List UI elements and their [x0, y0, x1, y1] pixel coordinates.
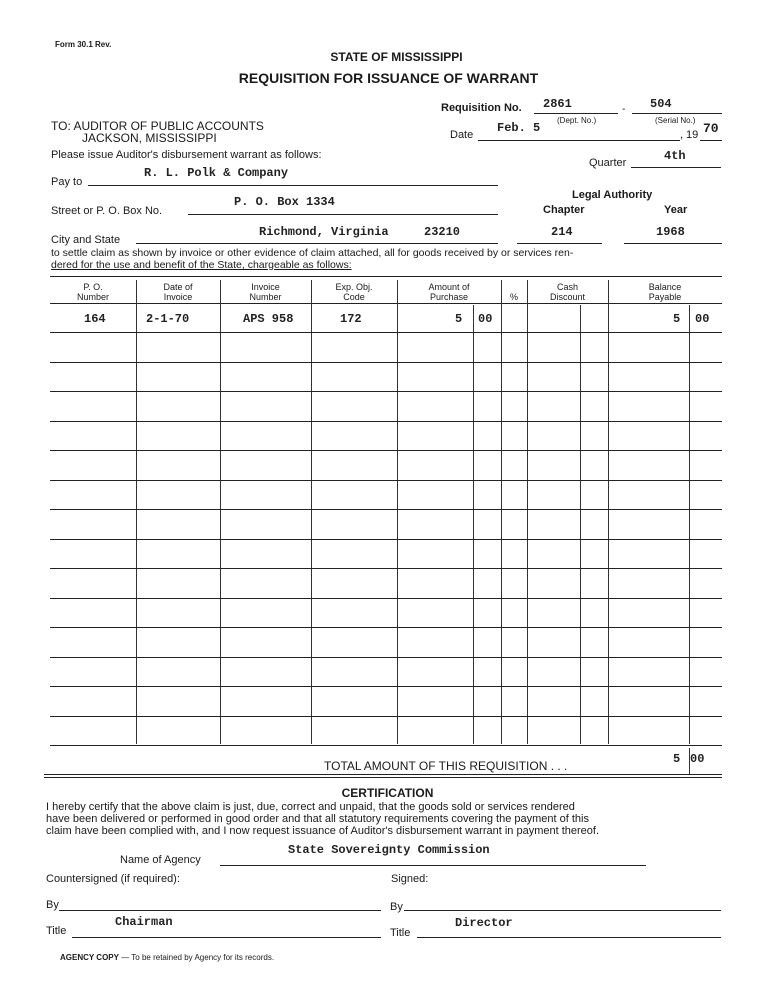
signed-label: Signed: [391, 873, 429, 885]
invoice-date: 2-1-70 [146, 312, 190, 326]
footer-bold: AGENCY COPY [60, 953, 119, 962]
total-label: TOTAL AMOUNT OF THIS REQUISITION . . . [324, 759, 568, 773]
to-line-1: TO: AUDITOR OF PUBLIC ACCOUNTS [51, 119, 264, 133]
serial-number: 504 [650, 97, 672, 111]
by-label-left: By [46, 899, 59, 911]
city-value: Richmond, Virginia [259, 225, 389, 239]
chapter-label: Chapter [543, 204, 585, 216]
total-dollars: 5 [673, 752, 681, 766]
city-label: City and State [51, 234, 121, 246]
year-value: 70 [703, 121, 719, 136]
header-invoice-1: Invoice [251, 282, 280, 292]
exp-code: 172 [340, 312, 362, 326]
amount-cents: 00 [478, 312, 493, 326]
chapter-value: 214 [551, 225, 573, 239]
serial-label: (Serial No.) [655, 116, 696, 125]
balance-dollars: 5 [673, 312, 681, 326]
total-cents: 00 [690, 752, 705, 766]
settle-text-2: dered for the use and benefit of the State, chargeable as follows: [51, 259, 352, 271]
dept-number: 2861 [543, 97, 572, 111]
header-cash-2: Discount [549, 292, 585, 302]
requisition-label: Requisition No. [441, 102, 522, 114]
header-po-1: P. O. [83, 282, 103, 292]
header-invoice-2: Number [249, 292, 282, 302]
footer-rest: — To be retained by Agency for its records. [121, 953, 275, 962]
countersigned-label: Countersigned (if required): [46, 873, 180, 885]
to-line-2: JACKSON, MISSISSIPPI [82, 131, 217, 145]
header-date-2: Invoice [163, 292, 193, 302]
street-label: Street or P. O. Box No. [51, 205, 163, 217]
pay-to-value: R. L. Polk & Company [144, 166, 289, 180]
header-balance-1: Balance [648, 282, 682, 292]
header-amount-1: Amount of [428, 282, 470, 292]
header-po-2: Number [76, 292, 109, 302]
amount-dollars: 5 [455, 312, 463, 326]
header-percent: % [509, 292, 518, 302]
quarter-value: 4th [664, 149, 686, 163]
certification-line-1: I hereby certify that the above claim is just, due, correct and unpaid, that the goods sold or services rendered [46, 801, 575, 813]
settle-text-1: to settle claim as shown by invoice or other evidence of claim attached, all for goods received by or services ren- [51, 247, 574, 259]
header-exp-1: Exp. Obj. [335, 282, 373, 292]
legal-authority-title: Legal Authority [572, 189, 653, 201]
form-title: REQUISITION FOR ISSUANCE OF WARRANT [238, 70, 539, 86]
title-label-left: Title [46, 925, 67, 937]
dept-label: (Dept. No.) [557, 116, 597, 125]
legal-year-value: 1968 [656, 225, 685, 239]
header-date-1: Date of [163, 282, 193, 292]
date-label: Date [450, 129, 474, 141]
po-number: 164 [84, 312, 106, 326]
header-exp-2: Code [343, 292, 365, 302]
header-balance-2: Payable [648, 292, 682, 302]
certification-title: CERTIFICATION [341, 786, 434, 800]
pay-to-label: Pay to [51, 176, 83, 188]
street-value: P. O. Box 1334 [234, 195, 335, 209]
header-amount-2: Purchase [429, 292, 469, 302]
form-number: Form 30.1 Rev. [55, 40, 112, 49]
zip-value: 23210 [424, 225, 461, 239]
quarter-label: Quarter [589, 157, 627, 169]
invoice-number: APS 958 [243, 312, 294, 326]
agency-name-label: Name of Agency [120, 854, 201, 866]
agency-name-value: State Sovereignty Commission [288, 843, 490, 857]
certification-line-2: have been delivered or performed in good order and that all statutory requirements covering the payment of this [46, 813, 589, 825]
by-label-right: By [390, 901, 403, 913]
instruction-text: Please issue Auditor's disbursement warrant as follows: [51, 149, 322, 161]
legal-year-label: Year [664, 204, 688, 216]
year-prefix: 19 [686, 129, 699, 141]
title-value-right: Director [455, 916, 513, 930]
state-heading: STATE OF MISSISSIPPI [330, 50, 463, 64]
date-value: Feb. 5 [497, 121, 541, 135]
footer-note [60, 953, 274, 962]
certification-line-3: claim have been complied with, and I now request issuance of Auditor's disbursement warrant in payment thereof. [46, 825, 600, 837]
header-cash-1: Cash [556, 282, 578, 292]
balance-cents: 00 [695, 312, 710, 326]
title-value-left: Chairman [115, 915, 173, 929]
title-label-right: Title [390, 927, 411, 939]
